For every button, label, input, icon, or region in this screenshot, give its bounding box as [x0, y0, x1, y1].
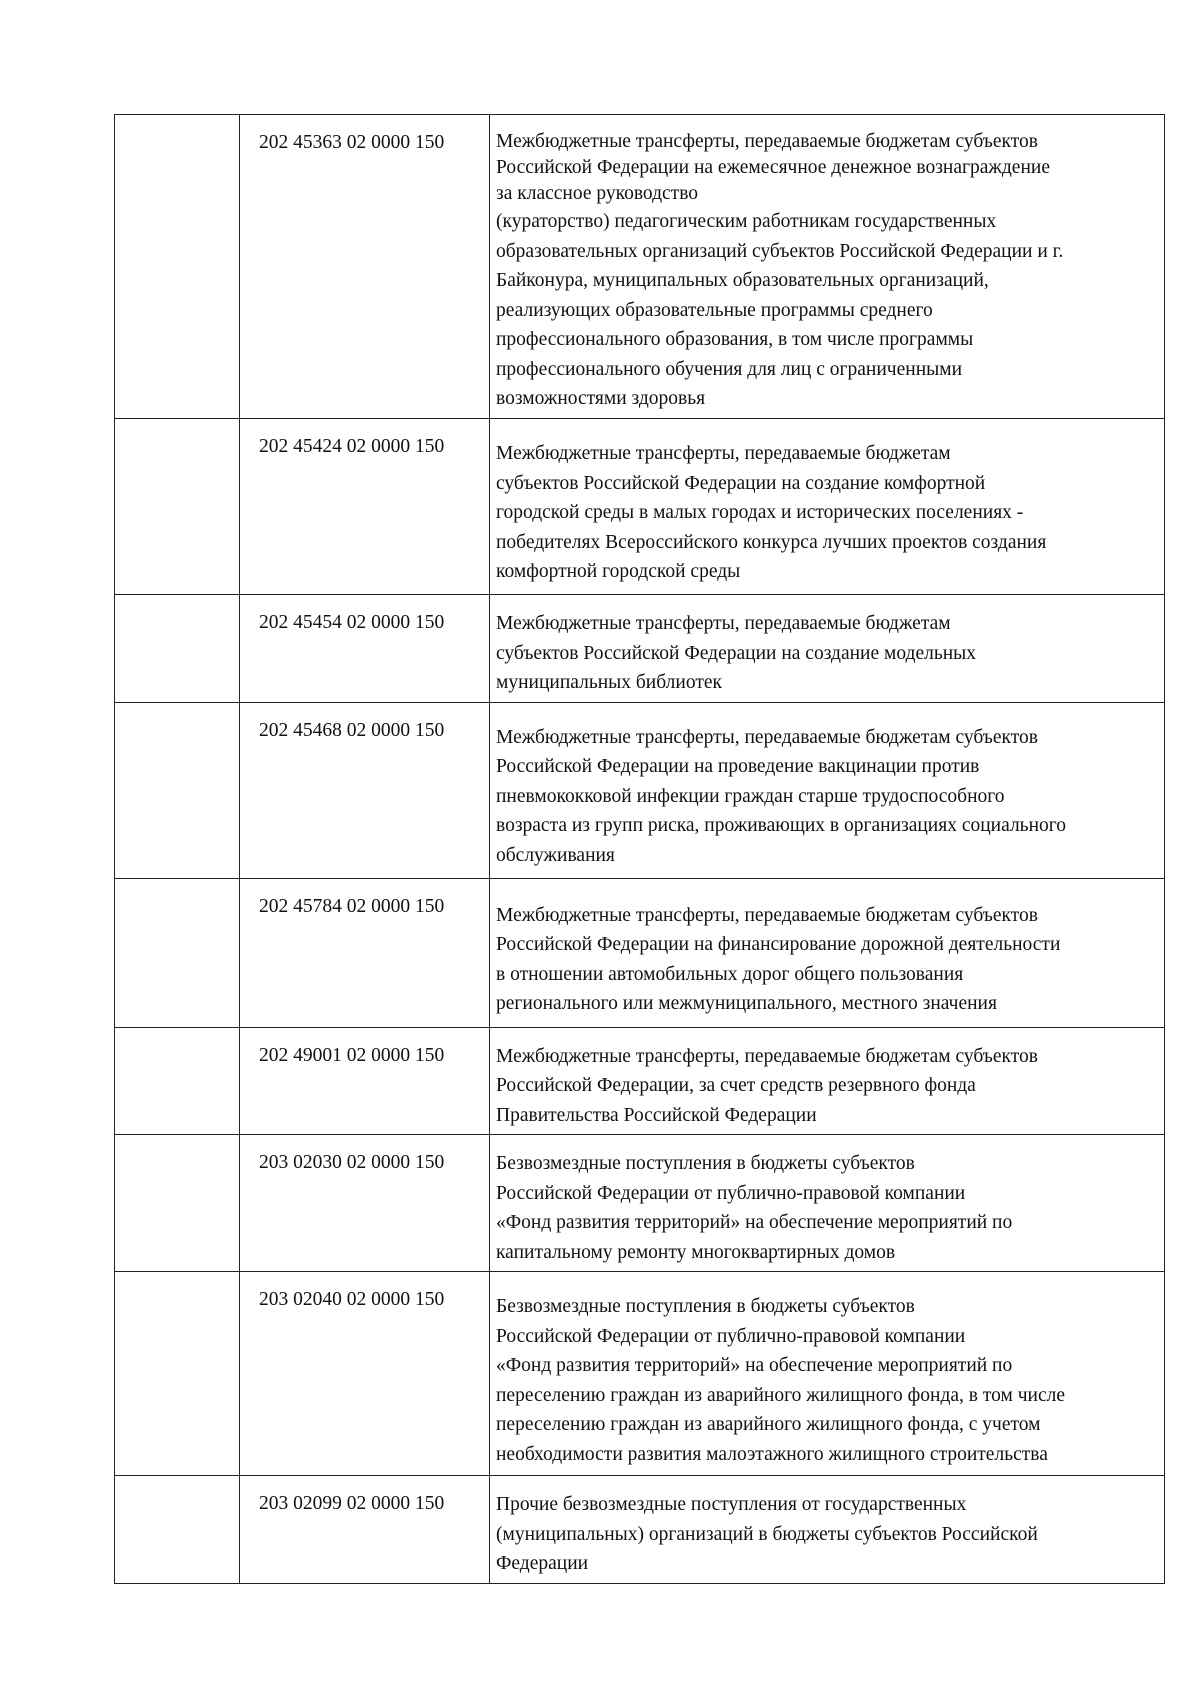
empty-cell — [115, 595, 240, 703]
code-cell — [240, 1272, 490, 1476]
description-line: Межбюджетные трансферты, передаваемые бюджетам — [496, 443, 951, 464]
description-line: (муниципальных) организаций в бюджеты субъектов Российской — [496, 1523, 1038, 1545]
description-cell — [490, 419, 1165, 595]
budget-code: 202 45454 02 0000 150 — [259, 612, 445, 633]
table-row — [115, 595, 1165, 703]
description-line: Безвозмездные поступления в бюджеты субъектов — [496, 1153, 915, 1174]
table-row — [115, 1027, 1165, 1135]
table-row — [115, 702, 1165, 878]
description-line: субъектов Российской Федерации на создание модельных — [496, 642, 977, 664]
description-cell — [490, 1027, 1165, 1135]
description-line: «Фонд развития территорий» на обеспечение мероприятий по — [496, 1355, 1013, 1376]
description-cell — [490, 1135, 1165, 1272]
description-line: субъектов Российской Федерации на создание комфортной — [496, 472, 986, 494]
description-line: Российской Федерации на ежемесячное денежное вознаграждение — [496, 157, 1050, 178]
description-line: Российской Федерации от публично-правовой компании — [496, 1325, 966, 1347]
code-cell — [240, 1135, 490, 1272]
description-line: комфортной городской среды — [496, 561, 741, 582]
description-line: образовательных организаций субъектов Российской Федерации и г. — [496, 240, 1064, 262]
description — [490, 1028, 1164, 1135]
description-line: переселению граждан из аварийного жилищного фонда, с учетом — [496, 1414, 1041, 1435]
empty-cell — [115, 878, 240, 1027]
table-row — [115, 1476, 1165, 1584]
description-line: регионального или межмуниципального, местного значения — [496, 993, 997, 1014]
table-row — [115, 115, 1165, 419]
description-line: (кураторство) педагогическим работникам государственных — [496, 211, 997, 232]
description-line: профессионального обучения для лиц с ограниченными — [496, 358, 963, 380]
description-line: Российской Федерации, за счет средств резервного фонда — [496, 1075, 976, 1096]
budget-code: 203 02040 02 0000 150 — [259, 1289, 445, 1310]
description-cell — [490, 595, 1165, 703]
description-line: пневмококковой инфекции граждан старше трудоспособного — [496, 785, 1005, 807]
description-line: Безвозмездные поступления в бюджеты субъектов — [496, 1296, 915, 1317]
description-line: Межбюджетные трансферты, передаваемые бюджетам субъектов — [496, 904, 1038, 926]
description — [490, 595, 1164, 702]
description-line: Межбюджетные трансферты, передаваемые бюджетам субъектов — [496, 131, 1038, 152]
description-line: за классное руководство — [496, 183, 699, 204]
description — [490, 703, 1164, 875]
revenue-codes-table — [114, 114, 1165, 1584]
description-line: обслуживания — [496, 844, 615, 866]
table-row — [115, 878, 1165, 1027]
description-line: возможностями здоровья — [496, 388, 706, 409]
budget-code: 203 02030 02 0000 150 — [259, 1152, 445, 1173]
code-cell — [240, 1476, 490, 1584]
description-line: Российской Федерации на проведение вакцинации против — [496, 756, 980, 777]
description-line: городской среды в малых городах и исторических поселениях - — [496, 502, 1024, 523]
description-line: Прочие безвозмездные поступления от государственных — [496, 1494, 967, 1515]
empty-cell — [115, 1272, 240, 1476]
description-cell — [490, 878, 1165, 1027]
empty-cell — [115, 1476, 240, 1584]
budget-code: 203 02099 02 0000 150 — [259, 1493, 445, 1514]
description — [490, 1272, 1164, 1473]
description-line: реализующих образовательные программы среднего — [496, 299, 933, 321]
table-row — [115, 1135, 1165, 1272]
description-line: победителях Всероссийского конкурса лучших проектов создания — [496, 531, 1047, 553]
code-cell — [240, 878, 490, 1027]
code-cell — [240, 1027, 490, 1135]
description-line: муниципальных библиотек — [496, 672, 722, 693]
description-line: Межбюджетные трансферты, передаваемые бюджетам — [496, 613, 951, 634]
description-line: Межбюджетные трансферты, передаваемые бюджетам субъектов — [496, 726, 1038, 748]
budget-code: 202 45363 02 0000 150 — [259, 132, 445, 153]
table-body — [115, 115, 1165, 1584]
empty-cell — [115, 1027, 240, 1135]
code-cell — [240, 595, 490, 703]
budget-code: 202 45424 02 0000 150 — [259, 436, 445, 457]
description-line: Российской Федерации на финансирование дорожной деятельности — [496, 934, 1061, 955]
description-line: Байконура, муниципальных образовательных организаций, — [496, 270, 989, 291]
code-cell — [240, 419, 490, 595]
description — [490, 1135, 1164, 1271]
description-line: «Фонд развития территорий» на обеспечение мероприятий по — [496, 1212, 1013, 1233]
table-row — [115, 1272, 1165, 1476]
description-cell — [490, 115, 1165, 419]
description-line: Федерации — [496, 1553, 589, 1574]
description — [490, 1476, 1164, 1583]
description-line: Российской Федерации от публично-правовой компании — [496, 1182, 966, 1204]
empty-cell — [115, 702, 240, 878]
code-cell — [240, 115, 490, 419]
description-line: Межбюджетные трансферты, передаваемые бюджетам субъектов — [496, 1045, 1038, 1067]
empty-cell — [115, 419, 240, 595]
budget-code: 202 49001 02 0000 150 — [259, 1044, 445, 1066]
budget-code: 202 45784 02 0000 150 — [259, 895, 445, 917]
empty-cell — [115, 1135, 240, 1272]
empty-cell — [115, 115, 240, 419]
description-cell — [490, 702, 1165, 878]
description-cell — [490, 1272, 1165, 1476]
code-cell — [240, 702, 490, 878]
budget-code: 202 45468 02 0000 150 — [259, 719, 445, 741]
description — [490, 115, 1164, 418]
description — [490, 419, 1164, 591]
description-cell — [490, 1476, 1165, 1584]
description-line: необходимости развития малоэтажного жилищного строительства — [496, 1443, 1048, 1465]
table-row — [115, 419, 1165, 595]
description-line: Правительства Российской Федерации — [496, 1104, 817, 1126]
description — [490, 879, 1164, 1023]
description-line: капитальному ремонту многоквартирных домов — [496, 1241, 896, 1263]
description-line: профессионального образования, в том числе программы — [496, 329, 974, 350]
description-line: возраста из групп риска, проживающих в организациях социального — [496, 815, 1067, 836]
description-line: в отношении автомобильных дорог общего пользования — [496, 963, 964, 985]
description-line: переселению граждан из аварийного жилищного фонда, в том числе — [496, 1384, 1065, 1406]
